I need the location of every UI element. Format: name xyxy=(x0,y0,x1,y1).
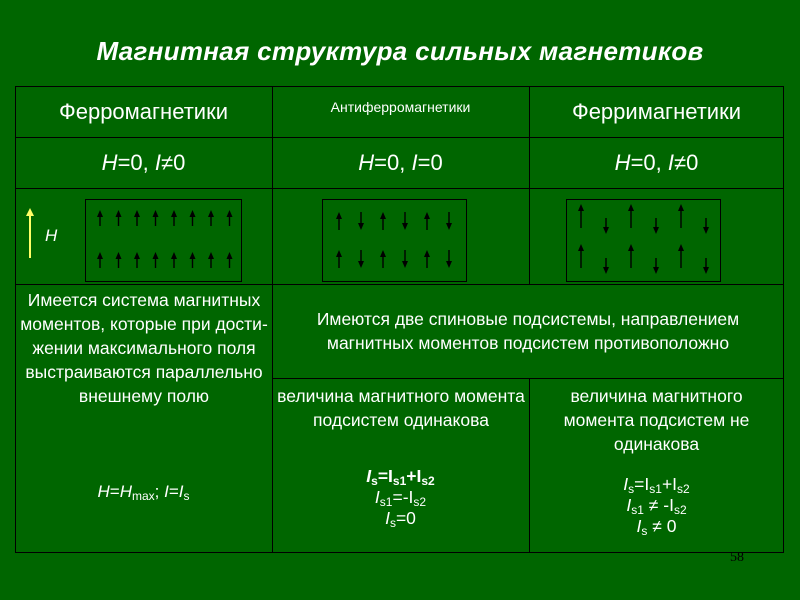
header-ferrimagnetics: Ферримагнетики xyxy=(571,98,742,124)
spin-down-arrow-icon xyxy=(446,212,452,230)
ferri-formula-2: $I_{s1} \ne -I_{s2}$ xyxy=(626,495,687,517)
ferro-formula: $H=H_{max}$; $I=I_s$ xyxy=(97,481,190,503)
condition-ferro: H=0, I≠0 xyxy=(101,149,186,175)
antiferro-formula-1: $I_s=I_{s1}+I_{s2}$ xyxy=(366,466,435,488)
antiferro-spin-diagram xyxy=(322,199,467,282)
spin-up-arrow-icon xyxy=(424,250,430,268)
ferri-spin-diagram xyxy=(566,199,721,282)
shared-description: Имеются две спиновые подсистемы, направлением магнитных моментов подсистем противоположно xyxy=(316,309,740,353)
spin-up-arrow-icon xyxy=(134,252,140,268)
spin-down-arrow-icon xyxy=(653,218,659,234)
page-number: 58 xyxy=(730,550,744,565)
spin-down-arrow-icon xyxy=(653,258,659,274)
spin-up-arrow-icon xyxy=(380,250,386,268)
spin-up-arrow-icon xyxy=(424,212,430,230)
spin-up-arrow-icon xyxy=(153,252,159,268)
spin-up-arrow-icon xyxy=(227,252,233,268)
spin-up-arrow-icon xyxy=(116,210,122,226)
spin-down-arrow-icon xyxy=(402,212,408,230)
magnetic-structure-table xyxy=(15,86,784,553)
spin-up-arrow-icon xyxy=(97,252,103,268)
antiferro-description: величина магнитного момента подсистем одинакова xyxy=(277,386,525,430)
spin-down-arrow-icon xyxy=(402,250,408,268)
header-ferromagnetics: Ферромагнетики xyxy=(59,98,228,124)
ferri-formula-1: $I_s=I_{s1}+I_{s2}$ xyxy=(623,474,690,496)
spin-up-arrow-icon xyxy=(336,250,342,268)
antiferro-formula-3: $I_s=0$ xyxy=(385,508,416,530)
spin-down-arrow-icon xyxy=(446,250,452,268)
field-label: H xyxy=(45,226,58,245)
spin-down-arrow-icon xyxy=(603,218,609,234)
spin-down-arrow-icon xyxy=(703,218,709,234)
spin-down-arrow-icon xyxy=(358,212,364,230)
spin-down-arrow-icon xyxy=(358,250,364,268)
ferri-description: величина магнитного момента подсистем не одинакова xyxy=(563,386,750,454)
spin-up-arrow-icon xyxy=(171,210,177,226)
spin-up-arrow-icon xyxy=(208,210,214,226)
condition-antiferro: H=0, I=0 xyxy=(358,149,443,175)
header-antiferromagnetics: Антиферромагнетики xyxy=(330,99,471,115)
spin-down-arrow-icon xyxy=(703,258,709,274)
spin-up-arrow-icon xyxy=(208,252,214,268)
ferri-formulas xyxy=(529,474,784,537)
field-arrow-icon xyxy=(21,208,41,260)
spin-up-arrow-icon xyxy=(678,204,684,228)
spin-up-arrow-icon xyxy=(578,244,584,268)
spin-up-arrow-icon xyxy=(97,210,103,226)
spin-up-arrow-icon xyxy=(336,212,342,230)
spin-up-arrow-icon xyxy=(190,252,196,268)
spin-up-arrow-icon xyxy=(227,210,233,226)
spin-down-arrow-icon xyxy=(603,258,609,274)
antiferro-formula-2: $I_{s1}=-I_{s2}$ xyxy=(374,487,427,509)
spin-up-arrow-icon xyxy=(116,252,122,268)
spin-up-arrow-icon xyxy=(190,210,196,226)
spin-up-arrow-icon xyxy=(380,212,386,230)
ferro-spin-diagram xyxy=(85,199,242,282)
spin-up-arrow-icon xyxy=(678,244,684,268)
spin-up-arrow-icon xyxy=(578,204,584,228)
spin-up-arrow-icon xyxy=(628,204,634,228)
spin-up-arrow-icon xyxy=(134,210,140,226)
condition-ferri: H=0, I≠0 xyxy=(614,149,699,175)
slide-title: Магнитная структура сильных магнетиков xyxy=(96,36,704,66)
spin-up-arrow-icon xyxy=(153,210,159,226)
spin-up-arrow-icon xyxy=(171,252,177,268)
antiferro-formulas xyxy=(272,466,529,529)
ferri-formula-3: $I_s \ne 0$ xyxy=(636,516,677,538)
spin-up-arrow-icon xyxy=(628,244,634,268)
ferro-description: Имеется система магнитных моментов, которые при дости-жении максимального поля выстраиваются параллельно внешнему полю xyxy=(20,290,268,406)
